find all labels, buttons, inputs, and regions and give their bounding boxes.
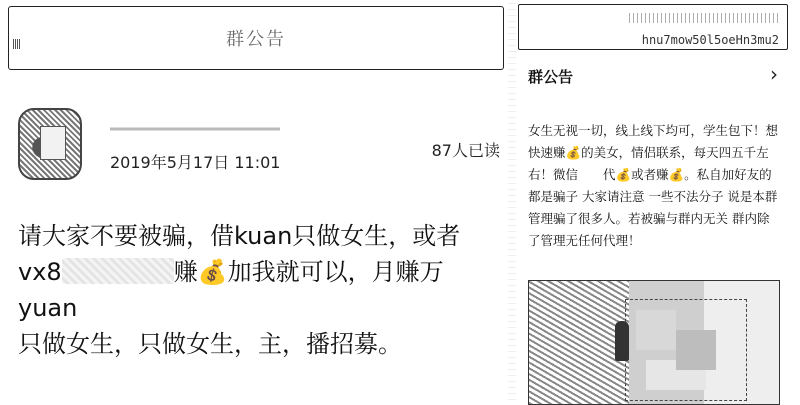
header-noise	[629, 13, 779, 23]
avatar[interactable]	[18, 108, 82, 180]
image-scene	[625, 299, 747, 401]
panel-divider	[508, 0, 516, 405]
message-line-2-suffix: 赚💰加我就可以，月赚万yuan	[18, 258, 444, 322]
chevron-right-icon[interactable]: ›	[770, 62, 778, 86]
header-bar	[8, 6, 504, 70]
image-figure	[615, 321, 629, 361]
message-line-3: 只做女生，只做女生，主，播招募。	[18, 330, 402, 358]
message-line-2-prefix: vx8	[18, 258, 62, 286]
notice-image[interactable]	[528, 280, 780, 405]
notice-body-text: 女生无视一切，线上线下均可，学生包下！想快速赚💰的美女，情侣联系，每天四五千左右！微信 代💰或者赚💰。私自加好友的都是骗子 大家请注意 一些不法分子 说是本群管理骗了很多人。若被骗与群内无关 群内除了管理无任何代理！	[528, 123, 779, 248]
notice-message	[18, 218, 498, 362]
message-line-1: 请大家不要被骗，借kuan只做女生，或者	[18, 222, 461, 250]
avatar-inner	[40, 126, 66, 160]
group-id: hnu7mow50l5oeHn3mu2	[641, 33, 779, 47]
right-screenshot-panel	[516, 0, 800, 405]
post-date: 2019年5月17日 11:01	[110, 153, 281, 172]
notice-section-title[interactable]: 群公告	[528, 68, 574, 86]
redacted-contact	[62, 258, 174, 284]
group-header-box	[518, 4, 788, 50]
page-title: 群公告	[226, 29, 286, 50]
username-redacted	[110, 122, 280, 136]
read-count[interactable]: 87人已读	[431, 141, 500, 160]
back-icon[interactable]	[13, 39, 21, 49]
